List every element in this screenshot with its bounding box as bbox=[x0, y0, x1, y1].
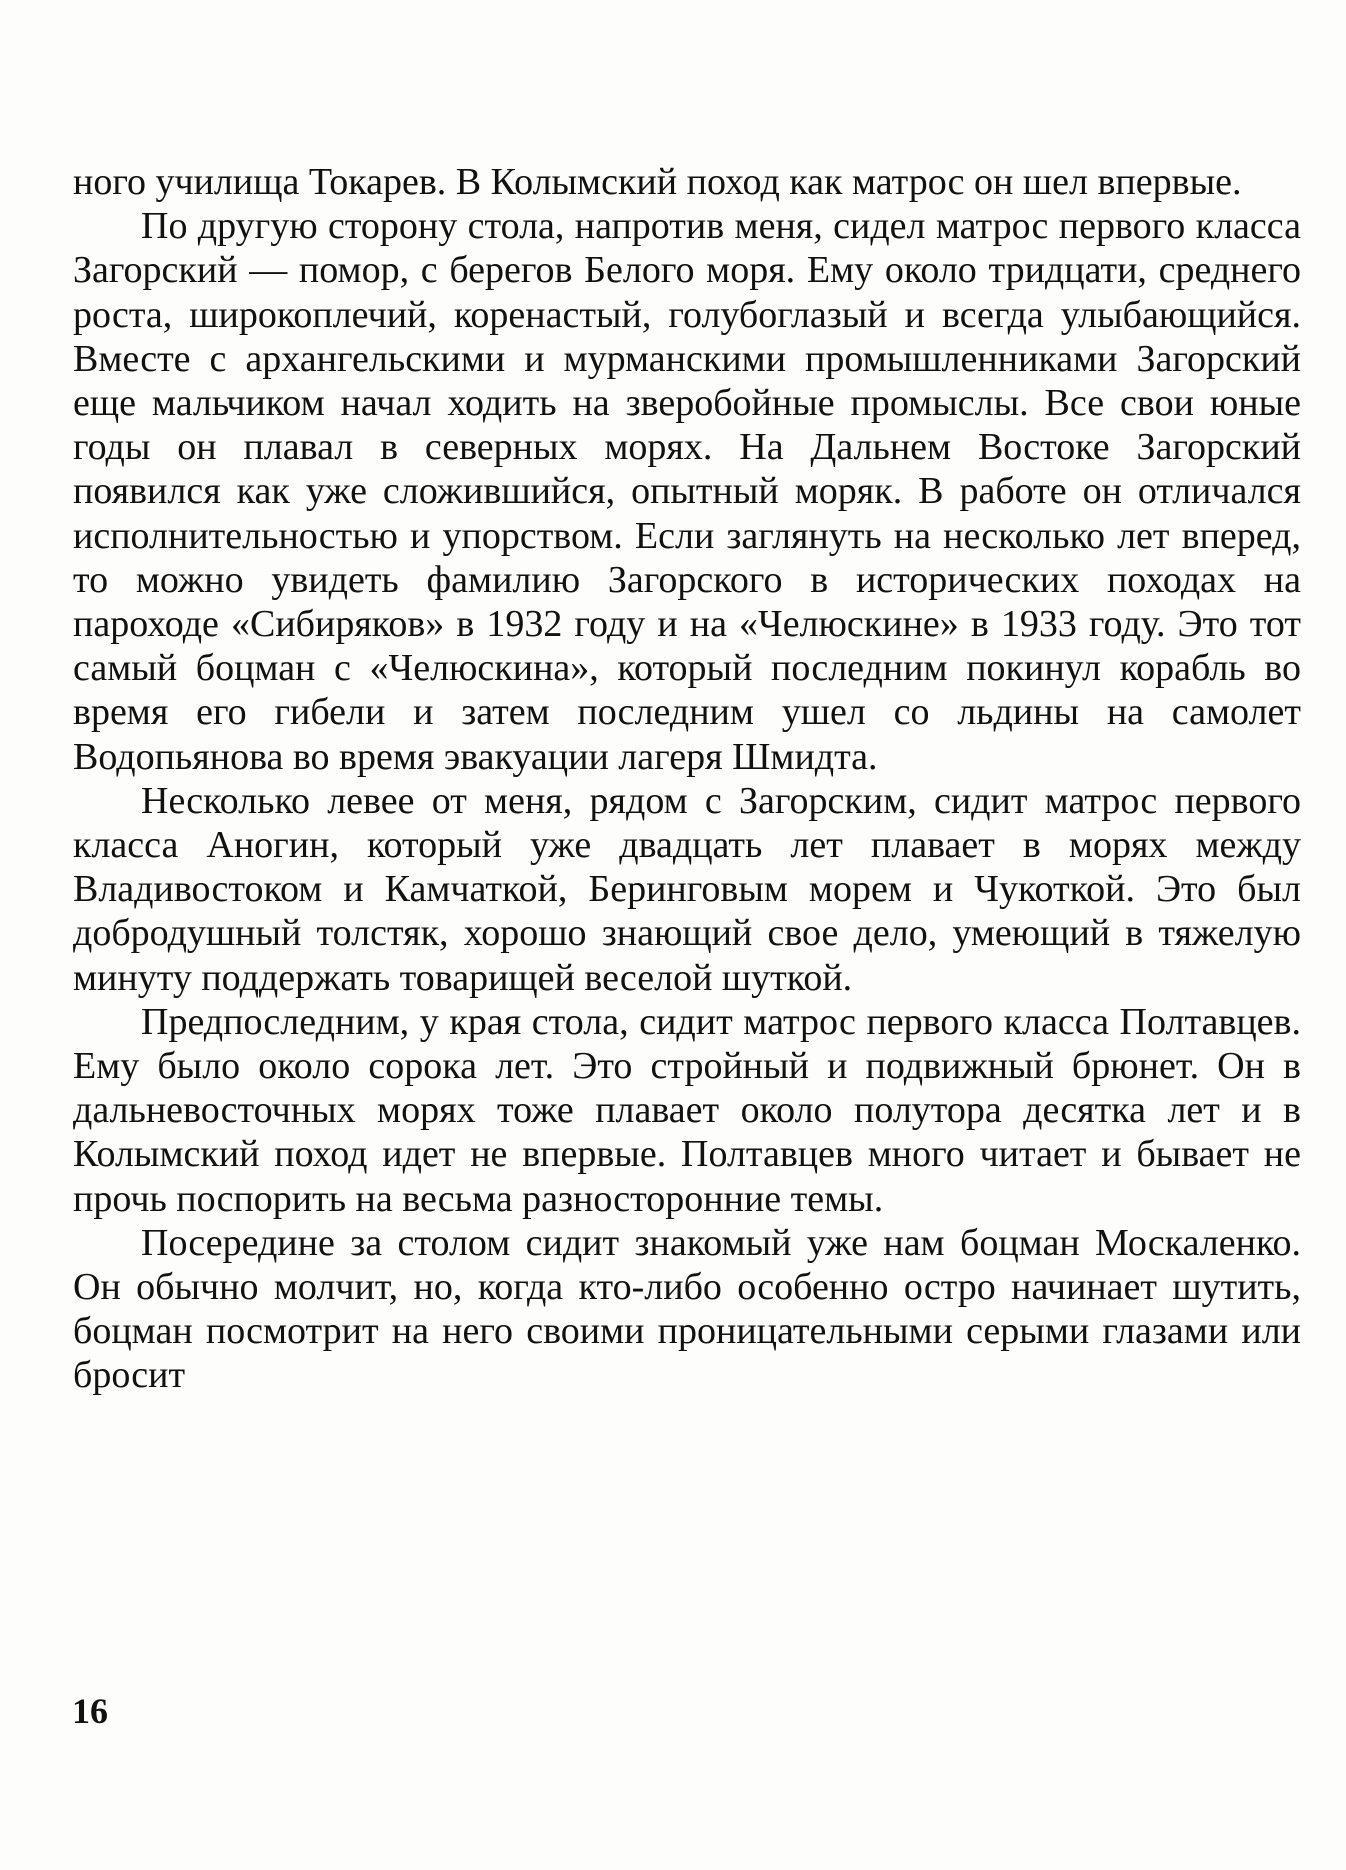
paragraph-4: Предпоследним, у края стола, сидит матрос первого класса Полтавцев. Ему было около сорока лет. Это стройный и подвижный брюнет. Он в дальневосточных морях тоже плавает около полутора десятка лет и в Колымский поход идет не впервые. Полтавцев много читает и бывает не прочь поспорить на весьма разносторонние темы. bbox=[73, 1000, 1301, 1220]
body-text bbox=[73, 160, 1301, 1398]
paragraph-5: Посередине за столом сидит знакомый уже нам боцман Москаленко. Он обычно молчит, но, когда кто-либо особенно остро начинает шутить, боцман посмотрит на него своими проницательными серыми глазами или бросит bbox=[73, 1221, 1301, 1397]
paragraph-3: Несколько левее от меня, рядом с Загорским, сидит матрос первого класса Аногин, который уже двадцать лет плавает в морях между Владивостоком и Камчаткой, Беринговым морем и Чукоткой. Это был добродушный толстяк, хорошо знающий свое дело, умеющий в тяжелую минуту поддержать товарищей веселой шуткой. bbox=[73, 779, 1301, 999]
page-number: 16 bbox=[72, 1691, 108, 1731]
paragraph-1: ного училища Токарев. В Колымский поход как матрос он шел впервые. bbox=[73, 161, 1242, 203]
paragraph-2: По другую сторону стола, напротив меня, сидел матрос первого класса Загорский — помор, с берегов Белого моря. Ему около тридцати, среднего роста, широкоплечий, коренастый, голубоглазый и всегда улыбающийся. Вместе с архангельскими и мурманскими промышленниками Загорский еще мальчиком начал ходить на зверобойные промыслы. Все свои юные годы он плавал в северных морях. На Дальнем Востоке Загорский появился как уже сложившийся, опытный моряк. В работе он отличался исполнительностью и упорством. Если заглянуть на несколько лет вперед, то можно увидеть фамилию Загорского в исторических походах на пароходе «Сибиряков» в 1932 году и на «Челюскине» в 1933 году. Это тот самый боцман с «Челюскина», который последним покинул корабль во время его гибели и затем последним ушел со льдины на самолет Водопьянова во время эвакуации лагеря Шмидта. bbox=[73, 205, 1301, 778]
